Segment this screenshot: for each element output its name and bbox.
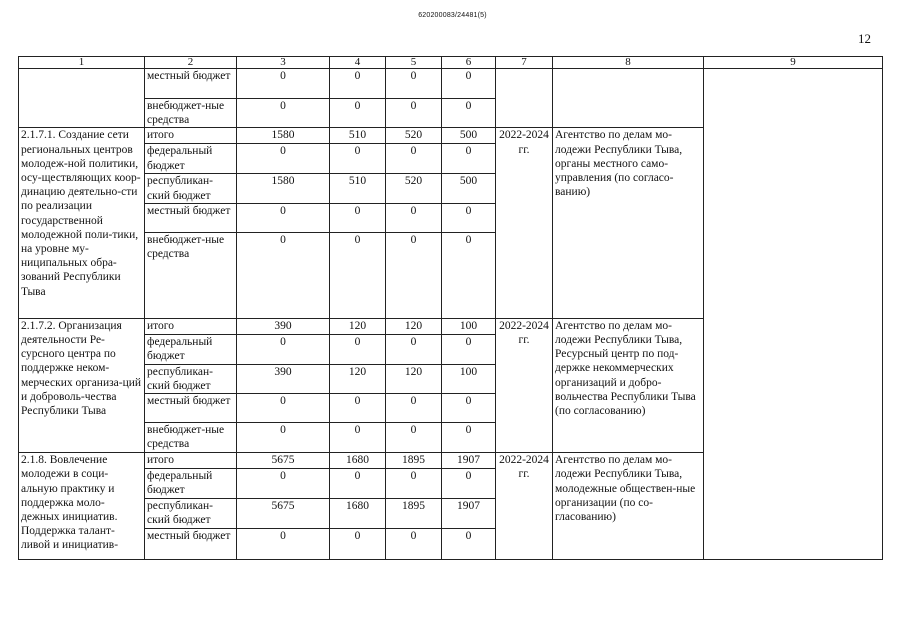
implementation-period: 2022-2024 гг. [496, 318, 553, 452]
implementation-period: 2022-2024 гг. [496, 128, 553, 318]
amount-col-5: 0 [386, 469, 442, 499]
amount-col-6: 1907 [442, 453, 496, 469]
amount-col-4: 0 [330, 69, 386, 99]
funding-source: федеральный бюджет [145, 334, 237, 364]
amount-col-3: 390 [237, 364, 330, 393]
funding-source: местный бюджет [145, 69, 237, 99]
funding-source: итого [145, 128, 237, 144]
column-number-6: 6 [442, 57, 496, 69]
budget-table [18, 56, 883, 560]
amount-col-6: 0 [442, 203, 496, 232]
funding-source: республикан-ский бюджет [145, 174, 237, 203]
column-number-3: 3 [237, 57, 330, 69]
responsible-executor: Агентство по делам мо-лодежи Республики Тыва, молодежные обществен-ные организации (по со-гласованию) [553, 453, 704, 559]
event-name: 2.1.7.2. Организация деятельности Ре-сурсного центра по поддержке неком-мерческих организа-ций и доброволь-чества Республики Тыва [19, 318, 145, 452]
amount-col-3: 0 [237, 334, 330, 364]
amount-col-5: 0 [386, 69, 442, 99]
column-number-4: 4 [330, 57, 386, 69]
event-name: 2.1.7.1. Создание сети региональных центров молодеж-ной политики, осу-ществляющих коор-динацию деятельно-сти по реализации государственной молодежной поли-тики, на уровне му-ниципальных обра-зований Республики Тыва [19, 128, 145, 318]
funding-source: республикан-ский бюджет [145, 364, 237, 393]
column-number-8: 8 [553, 57, 704, 69]
column-number-5: 5 [386, 57, 442, 69]
amount-col-5: 0 [386, 394, 442, 423]
table-row [19, 69, 883, 99]
amount-col-3: 0 [237, 232, 330, 318]
document-id: 620200083/24481(5) [418, 12, 487, 19]
amount-col-6: 0 [442, 334, 496, 364]
amount-col-5: 0 [386, 528, 442, 559]
amount-col-6: 500 [442, 174, 496, 203]
funding-source: местный бюджет [145, 394, 237, 423]
amount-col-5: 0 [386, 99, 442, 128]
amount-col-3: 5675 [237, 499, 330, 528]
amount-col-3: 5675 [237, 453, 330, 469]
funding-source: местный бюджет [145, 203, 237, 232]
amount-col-6: 0 [442, 69, 496, 99]
column-number-7: 7 [496, 57, 553, 69]
amount-col-5: 0 [386, 423, 442, 453]
funding-source: местный бюджет [145, 528, 237, 559]
amount-col-6: 100 [442, 318, 496, 334]
amount-col-6: 0 [442, 394, 496, 423]
amount-col-4: 1680 [330, 453, 386, 469]
column-number-9: 9 [704, 57, 883, 69]
funding-source: внебюджет-ные средства [145, 99, 237, 128]
amount-col-6: 500 [442, 128, 496, 144]
funding-source: итого [145, 318, 237, 334]
amount-col-3: 390 [237, 318, 330, 334]
amount-col-4: 0 [330, 394, 386, 423]
funding-source: внебюджет-ные средства [145, 423, 237, 453]
amount-col-4: 510 [330, 128, 386, 144]
amount-col-4: 1680 [330, 499, 386, 528]
amount-col-6: 0 [442, 528, 496, 559]
column-9-cell [704, 69, 883, 560]
implementation-period: 2022-2024 гг. [496, 453, 553, 559]
funding-source: итого [145, 453, 237, 469]
amount-col-6: 0 [442, 99, 496, 128]
amount-col-5: 1895 [386, 453, 442, 469]
responsible-executor: Агентство по делам мо-лодежи Республики Тыва, Ресурсный центр по под-держке некоммерческих организаций и добро-вольчества Республики Тыва (по согласованию) [553, 318, 704, 452]
amount-col-6: 0 [442, 144, 496, 174]
amount-col-3: 0 [237, 469, 330, 499]
amount-col-4: 0 [330, 99, 386, 128]
responsible-executor: Агентство по делам мо-лодежи Республики Тыва, органы местного само-управления (по согласо-ванию) [553, 128, 704, 318]
amount-col-6: 100 [442, 364, 496, 393]
amount-col-6: 0 [442, 423, 496, 453]
amount-col-3: 0 [237, 394, 330, 423]
amount-col-5: 0 [386, 232, 442, 318]
amount-col-5: 0 [386, 203, 442, 232]
amount-col-4: 120 [330, 364, 386, 393]
amount-col-5: 0 [386, 334, 442, 364]
amount-col-4: 0 [330, 334, 386, 364]
amount-col-4: 0 [330, 423, 386, 453]
amount-col-6: 0 [442, 232, 496, 318]
period-cell-continued [496, 69, 553, 128]
amount-col-4: 0 [330, 203, 386, 232]
funding-source: внебюджет-ные средства [145, 232, 237, 318]
amount-col-5: 520 [386, 174, 442, 203]
amount-col-3: 0 [237, 203, 330, 232]
amount-col-5: 0 [386, 144, 442, 174]
amount-col-4: 120 [330, 318, 386, 334]
amount-col-3: 1580 [237, 128, 330, 144]
amount-col-5: 120 [386, 318, 442, 334]
page-number: 12 [858, 31, 871, 46]
amount-col-5: 120 [386, 364, 442, 393]
amount-col-3: 1580 [237, 174, 330, 203]
column-number-row [19, 57, 883, 69]
amount-col-3: 0 [237, 528, 330, 559]
amount-col-3: 0 [237, 423, 330, 453]
amount-col-4: 0 [330, 232, 386, 318]
column-number-2: 2 [145, 57, 237, 69]
amount-col-6: 0 [442, 469, 496, 499]
funding-source: республикан-ский бюджет [145, 499, 237, 528]
amount-col-6: 1907 [442, 499, 496, 528]
funding-source: федеральный бюджет [145, 144, 237, 174]
name-cell-continued [19, 69, 145, 128]
amount-col-3: 0 [237, 99, 330, 128]
funding-source: федеральный бюджет [145, 469, 237, 499]
amount-col-4: 0 [330, 144, 386, 174]
amount-col-4: 0 [330, 528, 386, 559]
amount-col-4: 510 [330, 174, 386, 203]
amount-col-4: 0 [330, 469, 386, 499]
amount-col-3: 0 [237, 69, 330, 99]
executor-cell-continued [553, 69, 704, 128]
amount-col-5: 1895 [386, 499, 442, 528]
amount-col-3: 0 [237, 144, 330, 174]
amount-col-5: 520 [386, 128, 442, 144]
event-name: 2.1.8. Вовлечение молодежи в соци-альную практику и поддержка моло-дежных инициатив. Поддержка талант-ливой и инициатив- [19, 453, 145, 559]
column-number-1: 1 [19, 57, 145, 69]
